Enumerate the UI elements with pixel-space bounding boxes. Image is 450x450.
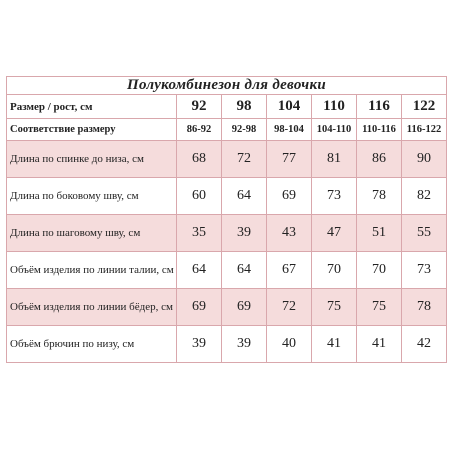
table-row	[7, 252, 447, 289]
table-row	[7, 289, 447, 326]
table-cell: 73	[312, 178, 357, 215]
table-cell: 82	[402, 178, 447, 215]
size-cell: 92	[177, 95, 222, 119]
table-cell: 67	[267, 252, 312, 289]
title-row	[7, 77, 447, 95]
table-cell: 81	[312, 141, 357, 178]
table-cell: 40	[267, 326, 312, 363]
size-table	[6, 76, 447, 363]
table-cell: 70	[357, 252, 402, 289]
table-cell: 64	[222, 252, 267, 289]
row-label: Длина по спинке до низа, см	[7, 141, 177, 178]
table-cell: 69	[177, 289, 222, 326]
header-row	[7, 95, 447, 119]
table-row	[7, 215, 447, 252]
row-label: Объём брючин по низу, см	[7, 326, 177, 363]
table-cell: 69	[267, 178, 312, 215]
table-cell: 47	[312, 215, 357, 252]
table-cell: 68	[177, 141, 222, 178]
correspondence-row	[7, 119, 447, 141]
table-cell: 55	[402, 215, 447, 252]
table-cell: 86	[357, 141, 402, 178]
size-cell: 116	[357, 95, 402, 119]
row-label: Объём изделия по линии талии, см	[7, 252, 177, 289]
table-cell: 73	[402, 252, 447, 289]
correspondence-cell: 92-98	[222, 119, 267, 141]
table-cell: 41	[357, 326, 402, 363]
table-cell: 64	[177, 252, 222, 289]
table-title: Полукомбинезон для девочки	[7, 77, 447, 95]
table-cell: 72	[222, 141, 267, 178]
table-cell: 60	[177, 178, 222, 215]
table-cell: 41	[312, 326, 357, 363]
table-row	[7, 141, 447, 178]
table-cell: 64	[222, 178, 267, 215]
row-label: Объём изделия по линии бёдер, см	[7, 289, 177, 326]
correspondence-cell: 110-116	[357, 119, 402, 141]
size-cell: 110	[312, 95, 357, 119]
correspondence-label: Соответствие размеру	[7, 119, 177, 141]
size-cell: 122	[402, 95, 447, 119]
correspondence-cell: 86-92	[177, 119, 222, 141]
table-cell: 90	[402, 141, 447, 178]
table-cell: 75	[357, 289, 402, 326]
table-cell: 35	[177, 215, 222, 252]
correspondence-cell: 98-104	[267, 119, 312, 141]
table-cell: 39	[222, 215, 267, 252]
table-cell: 39	[222, 326, 267, 363]
table-cell: 70	[312, 252, 357, 289]
table-cell: 77	[267, 141, 312, 178]
table-cell: 78	[402, 289, 447, 326]
correspondence-cell: 116-122	[402, 119, 447, 141]
size-cell: 104	[267, 95, 312, 119]
table-cell: 75	[312, 289, 357, 326]
size-table-body	[7, 77, 447, 363]
table-cell: 42	[402, 326, 447, 363]
table-cell: 78	[357, 178, 402, 215]
row-label: Длина по боковому шву, см	[7, 178, 177, 215]
table-cell: 51	[357, 215, 402, 252]
table-row	[7, 178, 447, 215]
table-cell: 43	[267, 215, 312, 252]
row-label: Длина по шаговому шву, см	[7, 215, 177, 252]
header-label: Размер / рост, см	[7, 95, 177, 119]
table-cell: 69	[222, 289, 267, 326]
correspondence-cell: 104-110	[312, 119, 357, 141]
table-row	[7, 326, 447, 363]
size-cell: 98	[222, 95, 267, 119]
table-cell: 39	[177, 326, 222, 363]
table-cell: 72	[267, 289, 312, 326]
